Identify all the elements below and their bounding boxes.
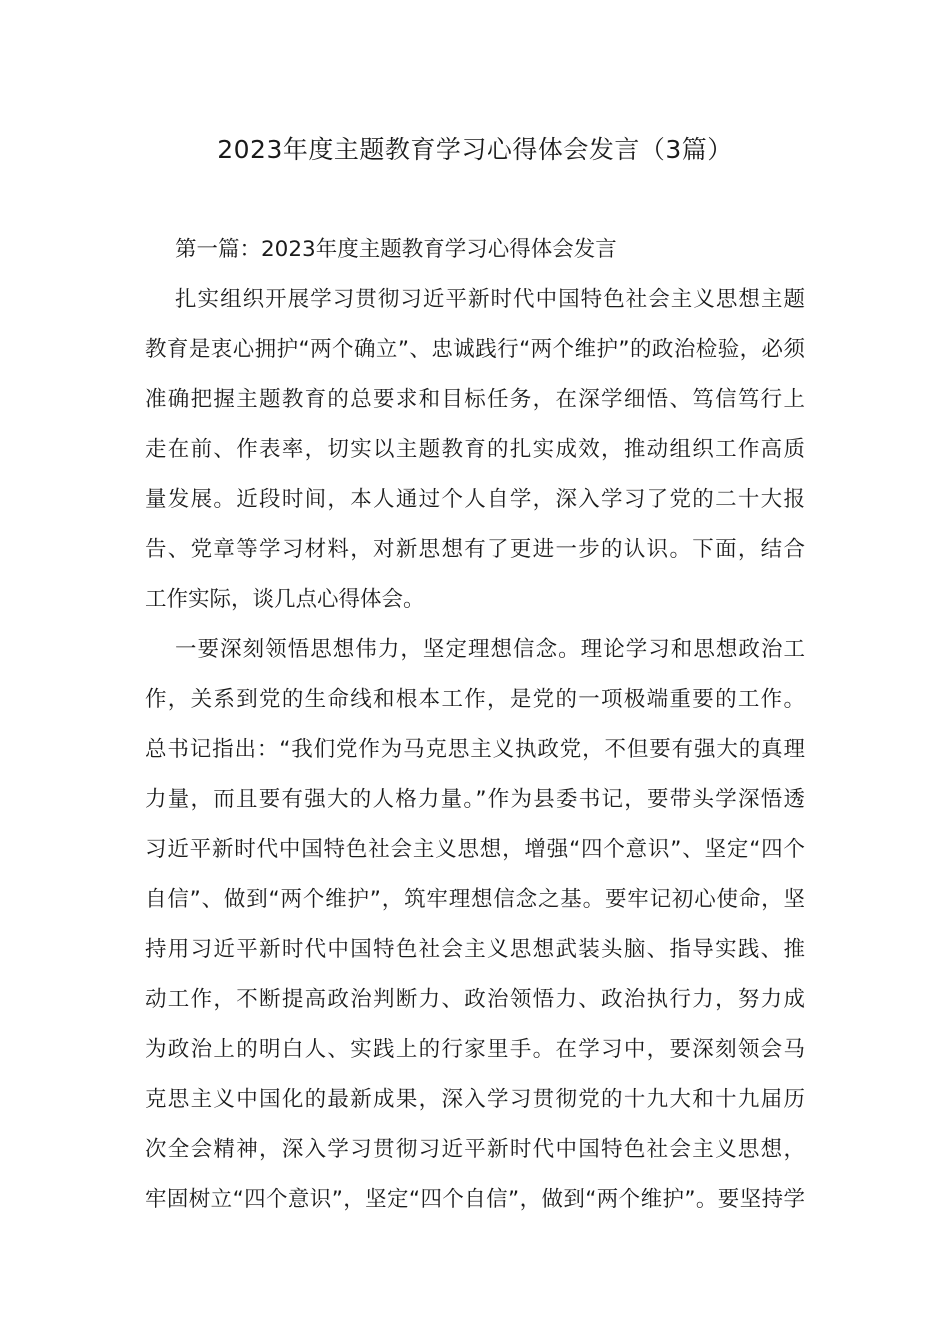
paragraph-line: 克思主义中国化的最新成果，深入学习贯彻党的十九大和十九届历 [145,1087,805,1112]
subheading: 第一篇：2023年度主题教育学习心得体会发言 [175,237,617,262]
document-body [145,230,805,1230]
paragraph-line: 走在前、作表率，切实以主题教育的扎实成效，推动组织工作高质 [145,437,805,462]
document-title: 2023年度主题教育学习心得体会发言（3篇） [217,135,733,164]
paragraph-line: 习近平新时代中国特色社会主义思想，增强“四个意识”、坚定“四个 [145,837,805,862]
paragraph-line: 自信”、做到“两个维护”，筑牢理想信念之基。要牢记初心使命，坚 [145,887,805,912]
paragraph-line: 次全会精神，深入学习贯彻习近平新时代中国特色社会主义思想， [145,1137,805,1162]
paragraph-2 [145,630,805,1230]
paragraph-line: 动工作，不断提高政治判断力、政治领悟力、政治执行力，努力成 [145,987,805,1012]
paragraph-line: 准确把握主题教育的总要求和目标任务，在深学细悟、笃信笃行上 [145,387,805,412]
paragraph-line: 总书记指出：“我们党作为马克思主义执政党，不但要有强大的真理 [145,737,805,762]
paragraph-line: 工作实际，谈几点心得体会。 [145,587,425,612]
paragraph-line: 一要深刻领悟思想伟力，坚定理想信念。理论学习和思想政治工 [175,637,805,662]
paragraph-line: 告、党章等学习材料，对新思想有了更进一步的认识。下面，结合 [145,537,805,562]
paragraph-line: 作，关系到党的生命线和根本工作，是党的一项极端重要的工作。 [145,687,805,712]
paragraph-line: 牢固树立“四个意识”，坚定“四个自信”，做到“两个维护”。要坚持学 [145,1187,805,1212]
paragraph-line: 持用习近平新时代中国特色社会主义思想武装头脑、指导实践、推 [145,937,805,962]
paragraph-line: 力量，而且要有强大的人格力量。”作为县委书记，要带头学深悟透 [145,787,805,812]
paragraph-line: 为政治上的明白人、实践上的行家里手。在学习中，要深刻领会马 [145,1037,805,1062]
paragraph-line: 扎实组织开展学习贯彻习近平新时代中国特色社会主义思想主题 [175,287,805,312]
paragraph-1 [145,280,805,630]
paragraph-line: 量发展。近段时间，本人通过个人自学，深入学习了党的二十大报 [145,487,805,512]
paragraph-line: 教育是衷心拥护“两个确立”、忠诚践行“两个维护”的政治检验，必须 [145,337,805,362]
